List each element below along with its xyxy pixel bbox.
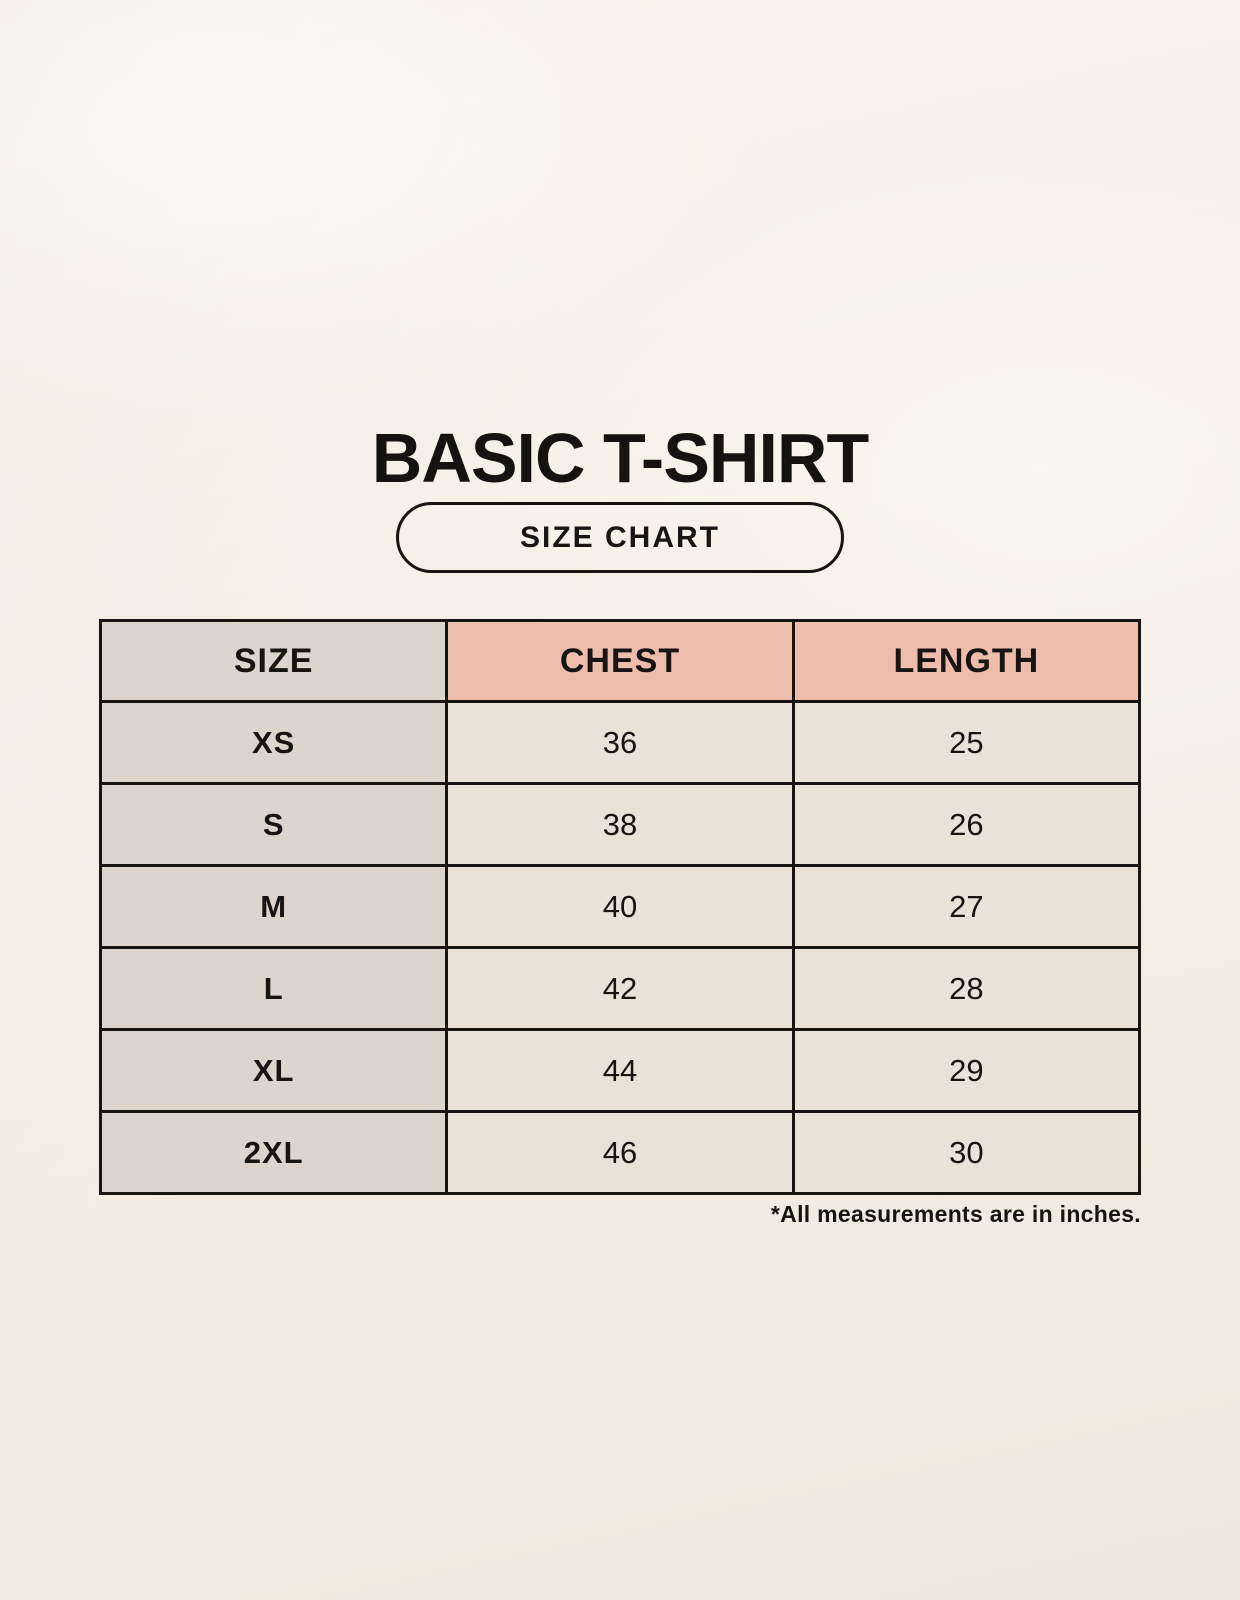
chest-value: 40 [447,866,793,948]
table-row-l [101,948,1140,1030]
page-title: BASIC T-SHIRT [371,418,869,497]
column-header-chest: CHEST [447,621,793,702]
length-value: 30 [793,1112,1139,1194]
size-chart-button-label: SIZE CHART [520,520,720,554]
table-row-m [101,866,1140,948]
length-value: 29 [793,1030,1139,1112]
chest-value: 44 [447,1030,793,1112]
size-label: L [101,948,447,1030]
column-header-size: SIZE [101,621,447,702]
size-label: M [101,866,447,948]
size-chart-button[interactable] [396,502,844,573]
table-row-2xl [101,1112,1140,1194]
size-label: 2XL [101,1112,447,1194]
table-row-xl [101,1030,1140,1112]
size-label: S [101,784,447,866]
chest-value: 42 [447,948,793,1030]
table-row-xs [101,702,1140,784]
column-header-length: LENGTH [793,621,1139,702]
measurements-footnote: *All measurements are in inches. [770,1201,1141,1227]
size-chart-table [99,619,1141,1195]
length-value: 28 [793,948,1139,1030]
chest-value: 38 [447,784,793,866]
length-value: 25 [793,702,1139,784]
size-label: XS [101,702,447,784]
chest-value: 46 [447,1112,793,1194]
table-row-s [101,784,1140,866]
length-value: 27 [793,866,1139,948]
header-row [101,621,1140,702]
length-value: 26 [793,784,1139,866]
size-label: XL [101,1030,447,1112]
chest-value: 36 [447,702,793,784]
